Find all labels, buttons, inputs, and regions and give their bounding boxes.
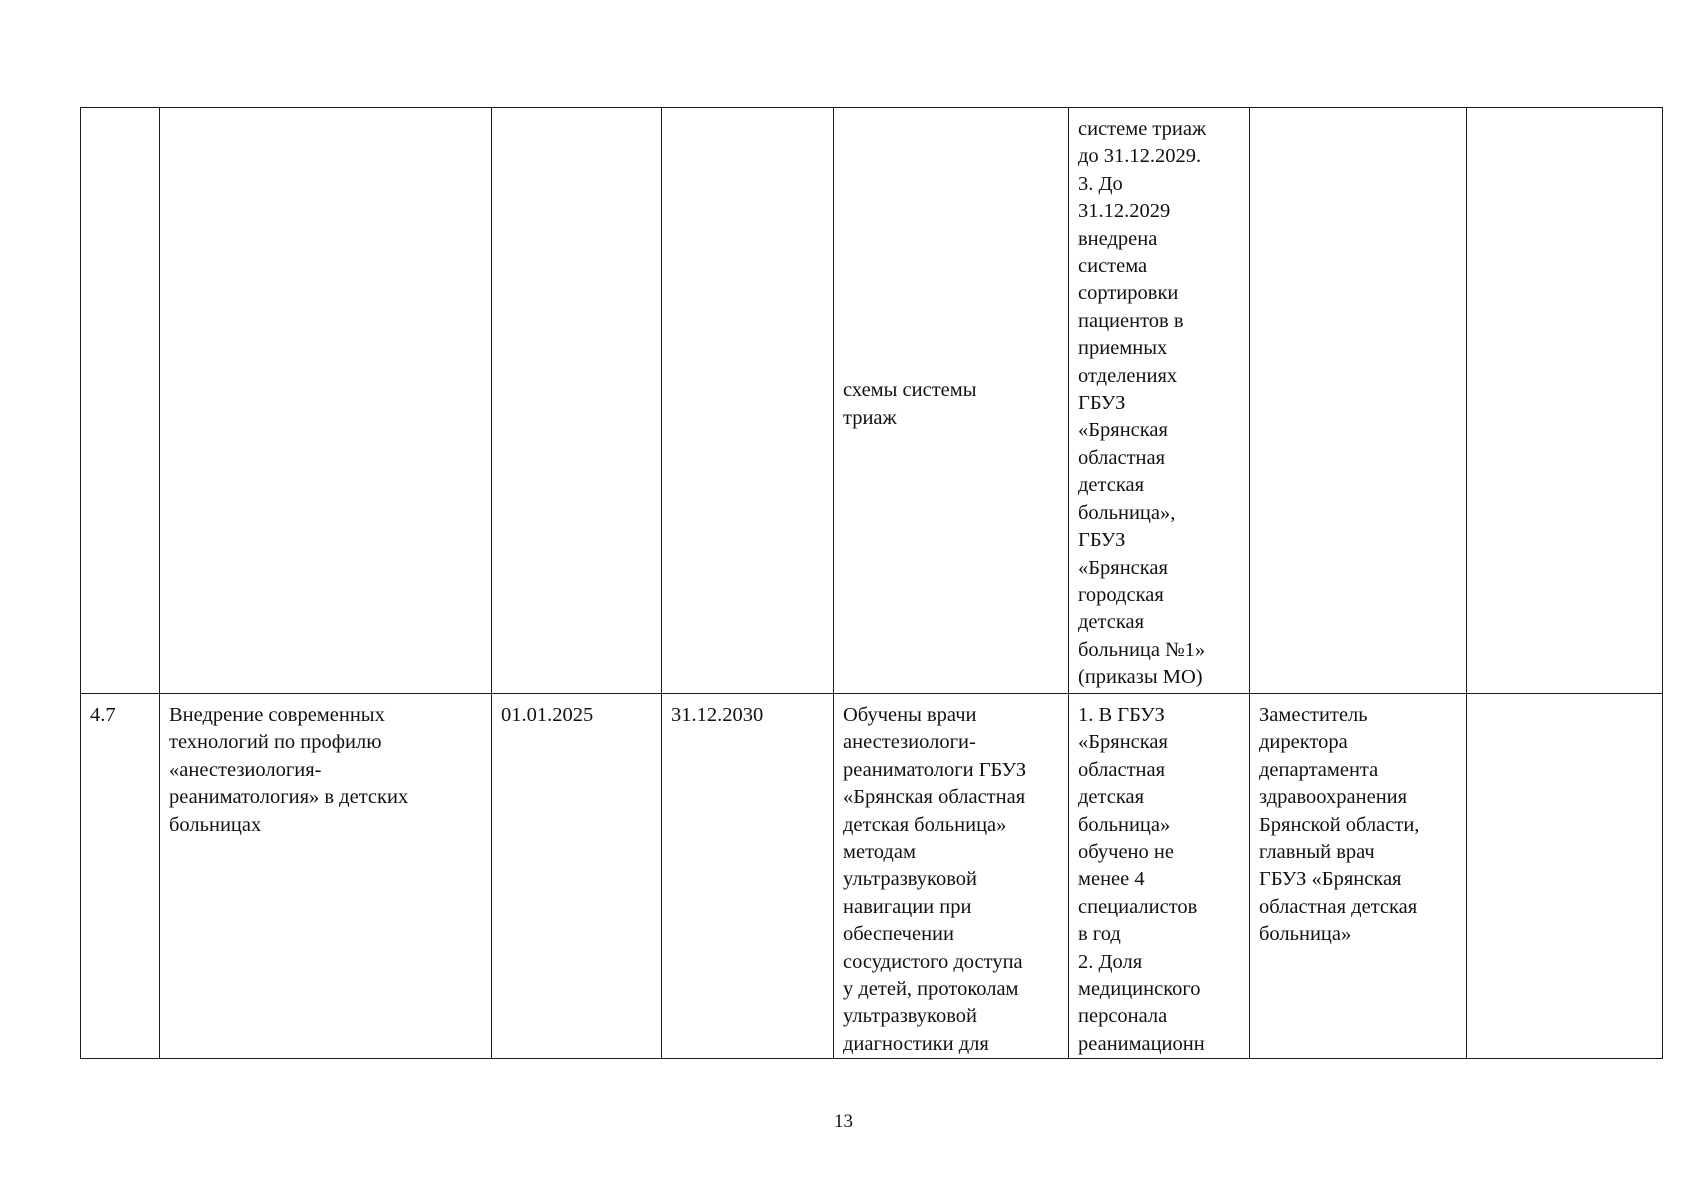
table-cell-start-date bbox=[492, 108, 662, 694]
table-cell-end-date bbox=[662, 108, 834, 694]
table-cell-number bbox=[81, 108, 160, 694]
table-cell-result: Обучены врачи анестезиологи- реаниматологи ГБУЗ «Брянская областная детская больница» методам ультразвуковой навигации при обеспечении сосудистого доступа у детей, протоколам ультразвуковой диагностики для bbox=[834, 694, 1069, 1059]
table-cell-measure bbox=[160, 108, 492, 694]
table-cell-note bbox=[1467, 108, 1663, 694]
table-cell-end-date: 31.12.2030 bbox=[662, 694, 834, 1059]
table-cell-responsible bbox=[1250, 108, 1467, 694]
table-cell-start-date: 01.01.2025 bbox=[492, 694, 662, 1059]
measures-table bbox=[80, 107, 1663, 1059]
table-cell-indicator: 1. В ГБУЗ «Брянская областная детская больница» обучено не менее 4 специалистов в год 2. Доля медицинского персонала реанимационн bbox=[1069, 694, 1250, 1059]
table-cell-indicator: системе триаж до 31.12.2029. 3. До 31.12.2029 внедрена система сортировки пациентов в приемных отделениях ГБУЗ «Брянская областная детская больница», ГБУЗ «Брянская городская детская больница №1» (приказы МО) bbox=[1069, 108, 1250, 694]
table-row bbox=[81, 108, 1663, 694]
page-number: 13 bbox=[834, 1111, 853, 1132]
table-row bbox=[81, 694, 1663, 1059]
table-cell-number: 4.7 bbox=[81, 694, 160, 1059]
table-cell-result: схемы системы триаж bbox=[834, 108, 1069, 694]
table-cell-note bbox=[1467, 694, 1663, 1059]
table-cell-responsible: Заместитель директора департамента здравоохранения Брянской области, главный врач ГБУЗ «Брянская областная детская больница» bbox=[1250, 694, 1467, 1059]
table-cell-measure: Внедрение современных технологий по профилю «анестезиология- реаниматология» в детских больницах bbox=[160, 694, 492, 1059]
